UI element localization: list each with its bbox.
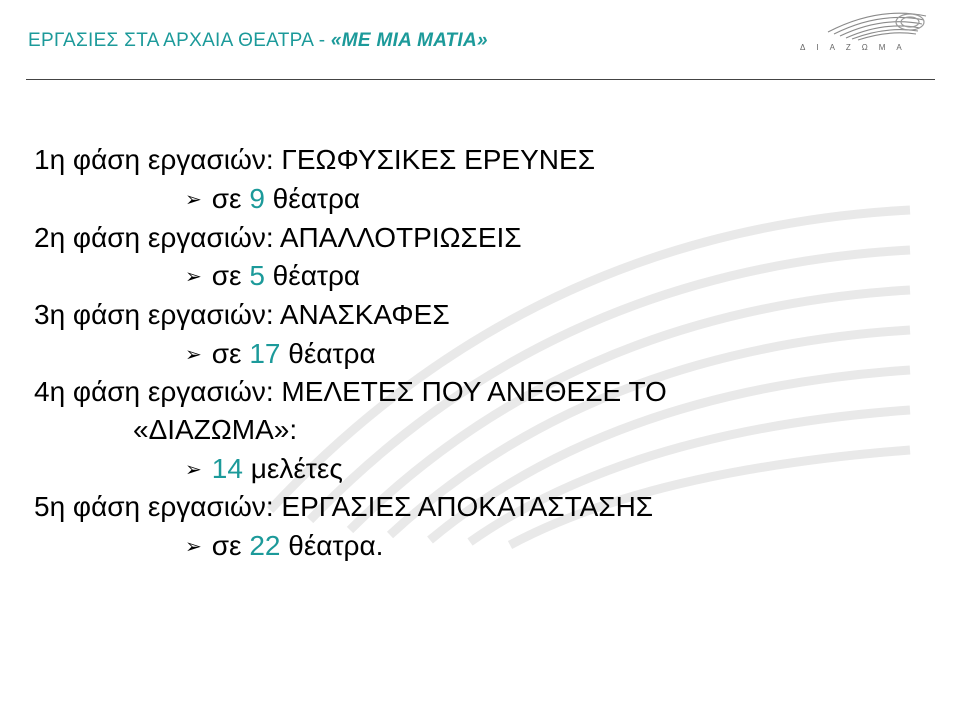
phase-3-bullet-post: θέατρα (280, 338, 376, 369)
phase-3-line (34, 298, 450, 332)
phase-1-label: 1η φάση εργασιών: (34, 144, 274, 175)
phase-2-line (34, 221, 522, 255)
phase-4-label: 4η φάση εργασιών: (34, 376, 274, 407)
phase-3-bullet (185, 337, 376, 374)
arrowhead-bullet-icon: ➢ (185, 344, 202, 366)
phase-1-bullet-pre: σε (211, 183, 250, 214)
phase-4-line (34, 375, 667, 409)
arrowhead-bullet-icon: ➢ (185, 536, 202, 558)
phase-1-topic: ΓΕΩΦΥΣΙΚΕΣ ΕΡΕΥΝΕΣ (281, 144, 595, 175)
phase-3-topic: ΑΝΑΣΚΑΦΕΣ (279, 299, 450, 330)
phase-3-count: 17 (249, 338, 281, 369)
logo-wordmark: ΔΙΑΖΩΜΑ (800, 43, 913, 52)
phase-4-bullet-post: μελέτες (242, 453, 343, 484)
phase-5-bullet-post: θέατρα. (280, 530, 384, 561)
arrowhead-bullet-icon: ➢ (185, 459, 202, 481)
phase-5-line (34, 490, 653, 524)
header-title-emphasis: «ΜΕ ΜΙΑ ΜΑΤΙΑ» (330, 30, 488, 51)
phase-2-label: 2η φάση εργασιών: (34, 222, 274, 253)
phase-5-count: 22 (249, 530, 281, 561)
phase-2-bullet-pre: σε (211, 260, 250, 291)
phase-1-line (34, 143, 595, 177)
phase-1-count: 9 (249, 183, 265, 214)
header-title-main: ΕΡΓΑΣΙΕΣ ΣΤΑ ΑΡΧΑΙΑ ΘΕΑΤΡΑ - (28, 30, 331, 51)
phase-5-topic: ΕΡΓΑΣΙΕΣ ΑΠΟΚΑΤΑΣΤΑΣΗΣ (281, 491, 654, 522)
phase-2-bullet (185, 259, 360, 296)
phase-4-topic: ΜΕΛΕΤΕΣ ΠΟΥ ΑΝΕΘΕΣΕ ΤΟ (281, 376, 667, 407)
phase-5-bullet-pre: σε (211, 530, 250, 561)
phase-4-topic-continuation: «ΔΙΑΖΩΜΑ»: (133, 414, 298, 445)
phase-5-label: 5η φάση εργασιών: (34, 491, 274, 522)
phase-3-label: 3η φάση εργασιών: (34, 299, 274, 330)
phase-5-bullet (185, 529, 383, 566)
phase-4-bullet (185, 452, 343, 489)
phase-4-count: 14 (211, 453, 243, 484)
phase-2-bullet-post: θέατρα (264, 260, 361, 291)
arrowhead-bullet-icon: ➢ (185, 189, 202, 211)
phase-2-count: 5 (249, 260, 265, 291)
phase-1-bullet-post: θέατρα (264, 183, 361, 214)
arrowhead-bullet-icon: ➢ (185, 266, 202, 288)
phase-1-bullet (185, 182, 360, 219)
phase-3-bullet-pre: σε (211, 338, 250, 369)
phase-2-topic: ΑΠΑΛΛΟΤΡΙΩΣΕΙΣ (279, 222, 522, 253)
